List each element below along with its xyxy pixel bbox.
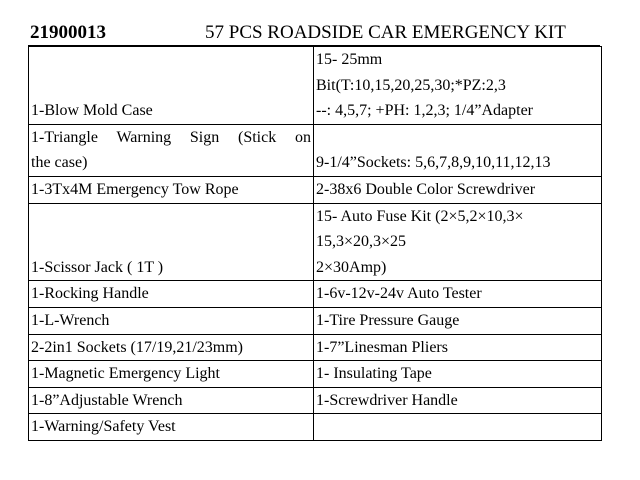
left-cell bbox=[29, 124, 314, 176]
item-text: 1-7”Linesman Pliers bbox=[316, 338, 448, 356]
right-cell bbox=[314, 176, 602, 203]
item-text: 1-Warning/Safety Vest bbox=[31, 418, 176, 436]
item-text: 1-6v-12v-24v Auto Tester bbox=[316, 285, 482, 303]
item-text: 9-1/4”Sockets: 5,6,7,8,9,10,11,12,13 bbox=[316, 154, 551, 172]
table-row bbox=[29, 414, 602, 441]
item-text: --: 4,5,7; +PH: 1,2,3; 1/4”Adapter bbox=[316, 102, 533, 120]
right-cell bbox=[314, 307, 602, 334]
item-text: 1-Screwdriver Handle bbox=[316, 391, 458, 409]
item-text: 1-Tire Pressure Gauge bbox=[316, 311, 460, 329]
item-text: Bit(T:10,15,20,25,30;*PZ:2,3 bbox=[316, 76, 506, 94]
left-cell bbox=[29, 176, 314, 203]
table-row bbox=[29, 281, 602, 308]
table-row bbox=[29, 387, 602, 414]
item-text: 2-38x6 Double Color Screwdriver bbox=[316, 180, 536, 198]
right-cell bbox=[314, 281, 602, 308]
right-cell bbox=[314, 361, 602, 388]
item-text: 1-Blow Mold Case bbox=[31, 102, 153, 120]
item-text: 1-Triangle Warning Sign (Stick on bbox=[31, 128, 311, 146]
item-text: 1-3Tx4M Emergency Tow Rope bbox=[31, 180, 239, 198]
kit-title: 57 PCS ROADSIDE CAR EMERGENCY KIT bbox=[205, 22, 566, 43]
table-row bbox=[29, 307, 602, 334]
table-row bbox=[29, 203, 602, 281]
table-row bbox=[29, 176, 602, 203]
item-text: 2×30Amp) bbox=[316, 258, 387, 276]
right-cell bbox=[314, 124, 602, 176]
item-text: 1-Rocking Handle bbox=[31, 285, 149, 303]
left-cell bbox=[29, 281, 314, 308]
item-text: 2-2in1 Sockets (17/19,21/23mm) bbox=[31, 338, 243, 356]
item-text: 15- Auto Fuse Kit (2×5,2×10,3× bbox=[316, 207, 524, 225]
item-text: 1-8”Adjustable Wrench bbox=[31, 391, 183, 409]
header-bar bbox=[28, 21, 600, 46]
kit-sheet bbox=[28, 21, 600, 441]
left-cell bbox=[29, 387, 314, 414]
item-text: 1-Scissor Jack ( 1T ) bbox=[31, 258, 164, 276]
table-row bbox=[29, 361, 602, 388]
item-text: 1- Insulating Tape bbox=[316, 365, 432, 383]
product-code: 21900013 bbox=[30, 22, 106, 43]
left-cell bbox=[29, 334, 314, 361]
item-text: 15- 25mm bbox=[316, 51, 383, 68]
item-text: 1-L-Wrench bbox=[31, 311, 110, 329]
item-text: the case) bbox=[31, 154, 88, 172]
right-cell bbox=[314, 47, 602, 125]
table-row bbox=[29, 334, 602, 361]
left-cell bbox=[29, 361, 314, 388]
right-cell bbox=[314, 387, 602, 414]
left-cell bbox=[29, 203, 314, 281]
empty-cell bbox=[314, 414, 602, 441]
right-cell bbox=[314, 334, 602, 361]
table-row bbox=[29, 47, 602, 125]
right-cell bbox=[314, 203, 602, 281]
kit-contents-table bbox=[28, 46, 602, 441]
left-cell bbox=[29, 47, 314, 125]
item-text: 1-Magnetic Emergency Light bbox=[31, 365, 220, 383]
item-text: 15,3×20,3×25 bbox=[316, 233, 407, 251]
left-cell bbox=[29, 414, 314, 441]
table-row bbox=[29, 124, 602, 176]
left-cell bbox=[29, 307, 314, 334]
